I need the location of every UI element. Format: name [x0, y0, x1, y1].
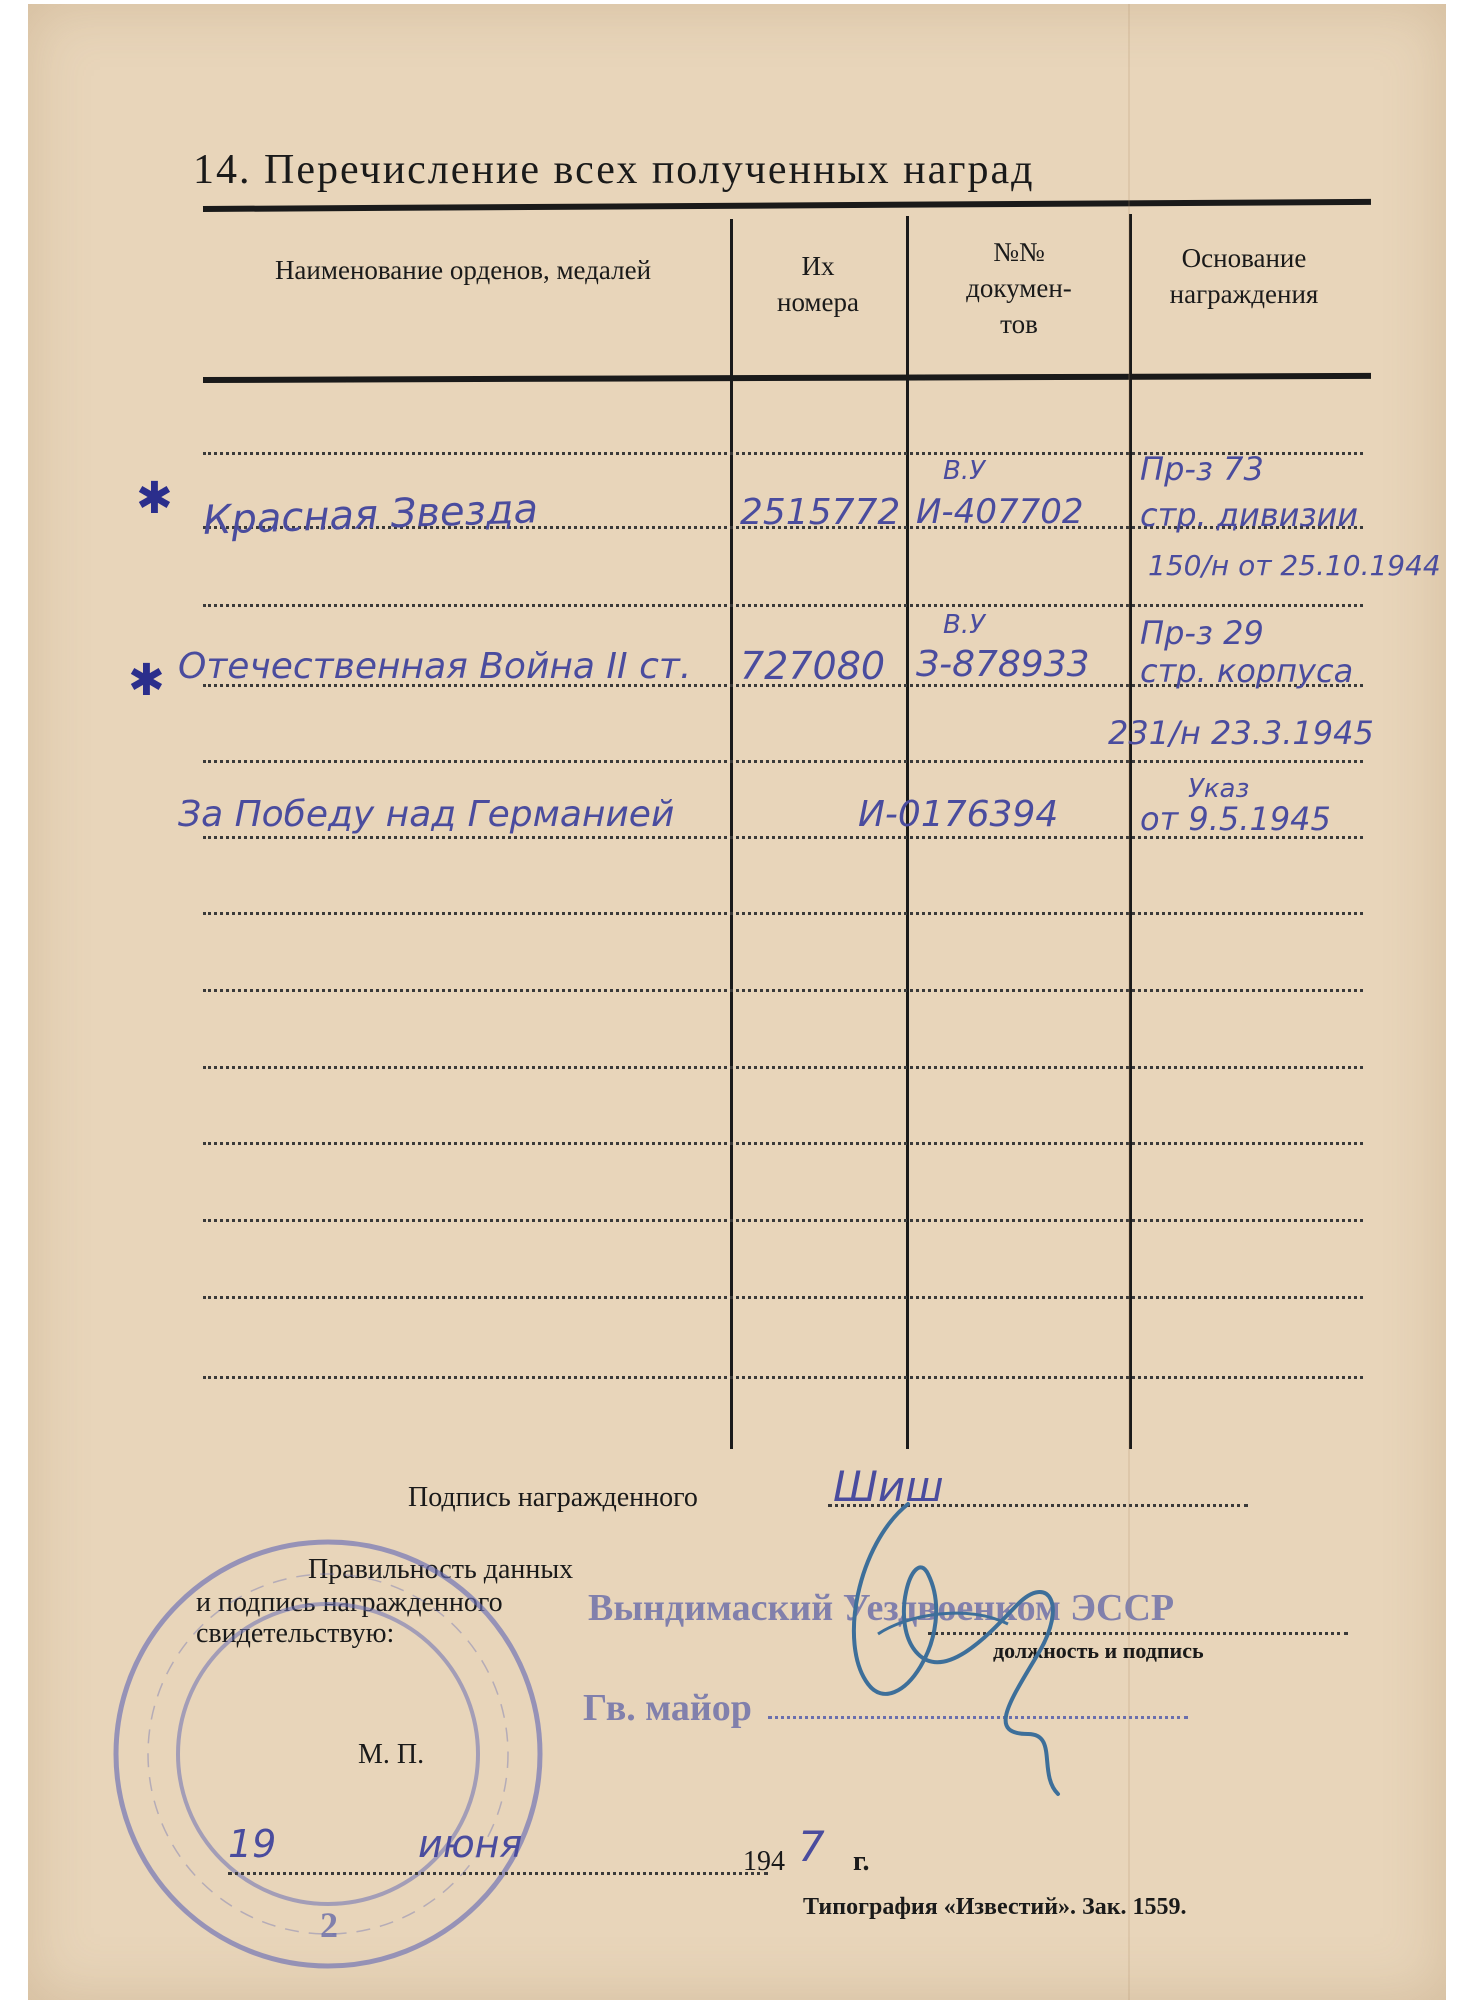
- round-seal: [98, 1524, 558, 1984]
- award-basis-line: Пр-з 29: [1140, 614, 1264, 652]
- date-day: 19: [228, 1822, 277, 1866]
- award-name: Отечественная Война II ст.: [178, 646, 692, 687]
- header-award-number: [738, 248, 898, 320]
- document-number: И-0176394: [858, 794, 1059, 835]
- award-number: 2515772: [740, 492, 901, 533]
- dotted-row-line: [203, 1219, 1363, 1222]
- position-caption: должность и подпись: [993, 1638, 1204, 1663]
- seal-placeholder-label: М. П.: [358, 1739, 425, 1770]
- date-year-digit: 7: [798, 1822, 825, 1871]
- header-award-basis-text: Основание награждения: [1169, 243, 1319, 309]
- recipient-signature: Шиш: [833, 1462, 944, 1511]
- dotted-row-line: [203, 1142, 1363, 1145]
- header-award-name: Наименование орденов, медалей: [274, 255, 652, 285]
- dotted-row-line: [203, 1376, 1363, 1379]
- office-stamp: Вындимаский Уездвоенком ЭССР: [588, 1587, 1175, 1629]
- award-basis-line: Пр-з 73: [1140, 450, 1264, 488]
- table-top-rule: [203, 199, 1371, 212]
- certify-text: и подпись награжденного: [196, 1587, 503, 1618]
- document-number: И-407702: [916, 492, 1084, 532]
- award-name: За Победу над Германией: [178, 794, 675, 835]
- award-basis-line: 231/н 23.3.1945: [1108, 714, 1374, 752]
- recipient-signature-label: Подпись награжденного: [408, 1482, 698, 1513]
- header-document-number-text: №№ докумен- тов: [966, 237, 1072, 339]
- header-document-number: [914, 234, 1124, 342]
- date-suffix: г.: [853, 1846, 870, 1877]
- dotted-row-line: [203, 912, 1363, 915]
- ink-star-mark: ✱: [136, 474, 173, 523]
- award-number: 727080: [740, 644, 886, 688]
- section-title: 14. Перечисление всех полученных наград: [193, 147, 1035, 193]
- document-number: З-878933: [916, 644, 1090, 685]
- award-name: Красная Звезда: [202, 486, 539, 544]
- certify-text: Правильность данных: [308, 1554, 574, 1585]
- date-month: июня: [418, 1822, 523, 1866]
- dotted-row-line: [203, 1296, 1363, 1299]
- certificate-page: [28, 4, 1446, 2000]
- award-basis-line: стр. корпуса: [1140, 652, 1354, 690]
- table-header-rule: [203, 373, 1371, 383]
- seal-number: 2: [320, 1905, 338, 1945]
- date-year-prefix: 194: [743, 1846, 785, 1877]
- document-prefix: В.У: [943, 456, 985, 486]
- rank-stamp: Гв. майор: [583, 1687, 752, 1729]
- award-basis-line: от 9.5.1945: [1140, 800, 1331, 838]
- header-award-number-text: Их номера: [777, 251, 859, 317]
- award-basis-line: Указ: [1188, 774, 1250, 804]
- dotted-row-line: [203, 1066, 1363, 1069]
- ink-star-mark: ✱: [128, 656, 165, 705]
- official-signature: [818, 1484, 1118, 1814]
- column-divider: [1129, 214, 1132, 1449]
- document-prefix: В.У: [943, 610, 985, 640]
- award-basis-line: стр. дивизии: [1140, 496, 1359, 534]
- award-basis-line: 150/н от 25.10.1944: [1148, 549, 1441, 582]
- dotted-row-line: [203, 989, 1363, 992]
- printer-imprint: Типография «Известий». Зак. 1559.: [803, 1894, 1187, 1920]
- column-divider: [730, 219, 733, 1449]
- dotted-row-line: [203, 760, 1363, 763]
- header-award-basis: [1134, 240, 1354, 312]
- certify-text: свидетельствую:: [196, 1618, 395, 1649]
- date-line: [228, 1872, 768, 1875]
- dotted-row-line: [203, 604, 1363, 607]
